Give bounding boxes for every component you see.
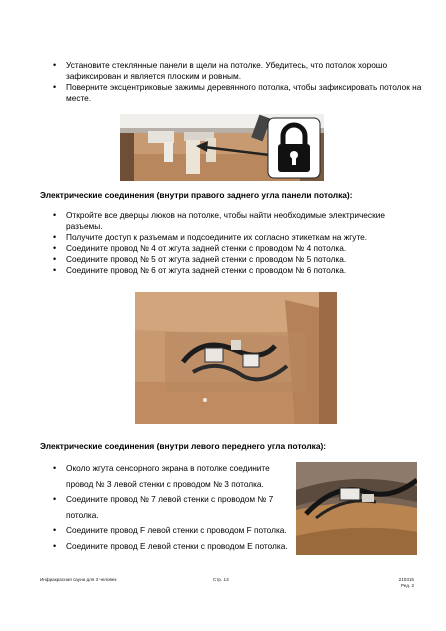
section2-heading: Электрические соединения (внутри правого заднего угла панели потолка):	[40, 190, 353, 200]
ceiling-clamp-photo	[120, 114, 324, 181]
list-item: • Соедините провод № 7 левой стенки с проводом № 7 потолка.	[50, 492, 296, 523]
footer-page-number: Стр. 13	[213, 577, 229, 582]
list-item: • Около жгута сенсорного экрана в потолке соедините провод № 3 левой стенки с проводом № 3 потолка.	[50, 461, 296, 492]
list-item: • Соедините провод № 4 от жгута задней стенки с проводом № 4 потолка.	[50, 243, 422, 254]
footer-revision	[384, 577, 414, 589]
list-item: • Получите доступ к разъемам и подсоедините их согласно этикеткам на жгуте.	[50, 232, 422, 243]
rear-corner-wiring-photo	[135, 292, 337, 424]
list-item: • Соедините провод F левой стенки с проводом F потолка.	[50, 523, 296, 539]
list-item: • Установите стеклянные панели в щели на потолке. Убедитесь, что потолок хорошо зафиксирован и является плоским и ровным.	[50, 60, 422, 82]
footer-left: Инфракрасная сауна для 3 человек	[40, 577, 117, 582]
section3-bullet-list	[50, 461, 296, 554]
list-item: • Соедините провод № 5 от жгута задней стенки с проводом № 5 потолка.	[50, 254, 422, 265]
list-item: • Соедините провод № 6 от жгута задней стенки с проводом № 6 потолка.	[50, 265, 422, 276]
section2-bullet-list	[50, 210, 422, 276]
footer-date: 210315	[398, 577, 414, 582]
list-item: • Откройте все дверцы люков на потолке, чтобы найти необходимые электрические разъемы.	[50, 210, 422, 232]
section3-heading: Электрические соединения (внутри левого переднего угла потолка):	[40, 441, 327, 451]
section1-bullet-list	[50, 60, 422, 104]
footer-rev: Ред. 2	[400, 583, 414, 588]
list-item: • Поверните эксцентриковые зажимы деревянного потолка, чтобы зафиксировать потолок на месте.	[50, 82, 422, 104]
front-corner-wiring-photo	[296, 462, 417, 555]
list-item: • Соедините провод E левой стенки с проводом E потолка.	[50, 539, 296, 555]
